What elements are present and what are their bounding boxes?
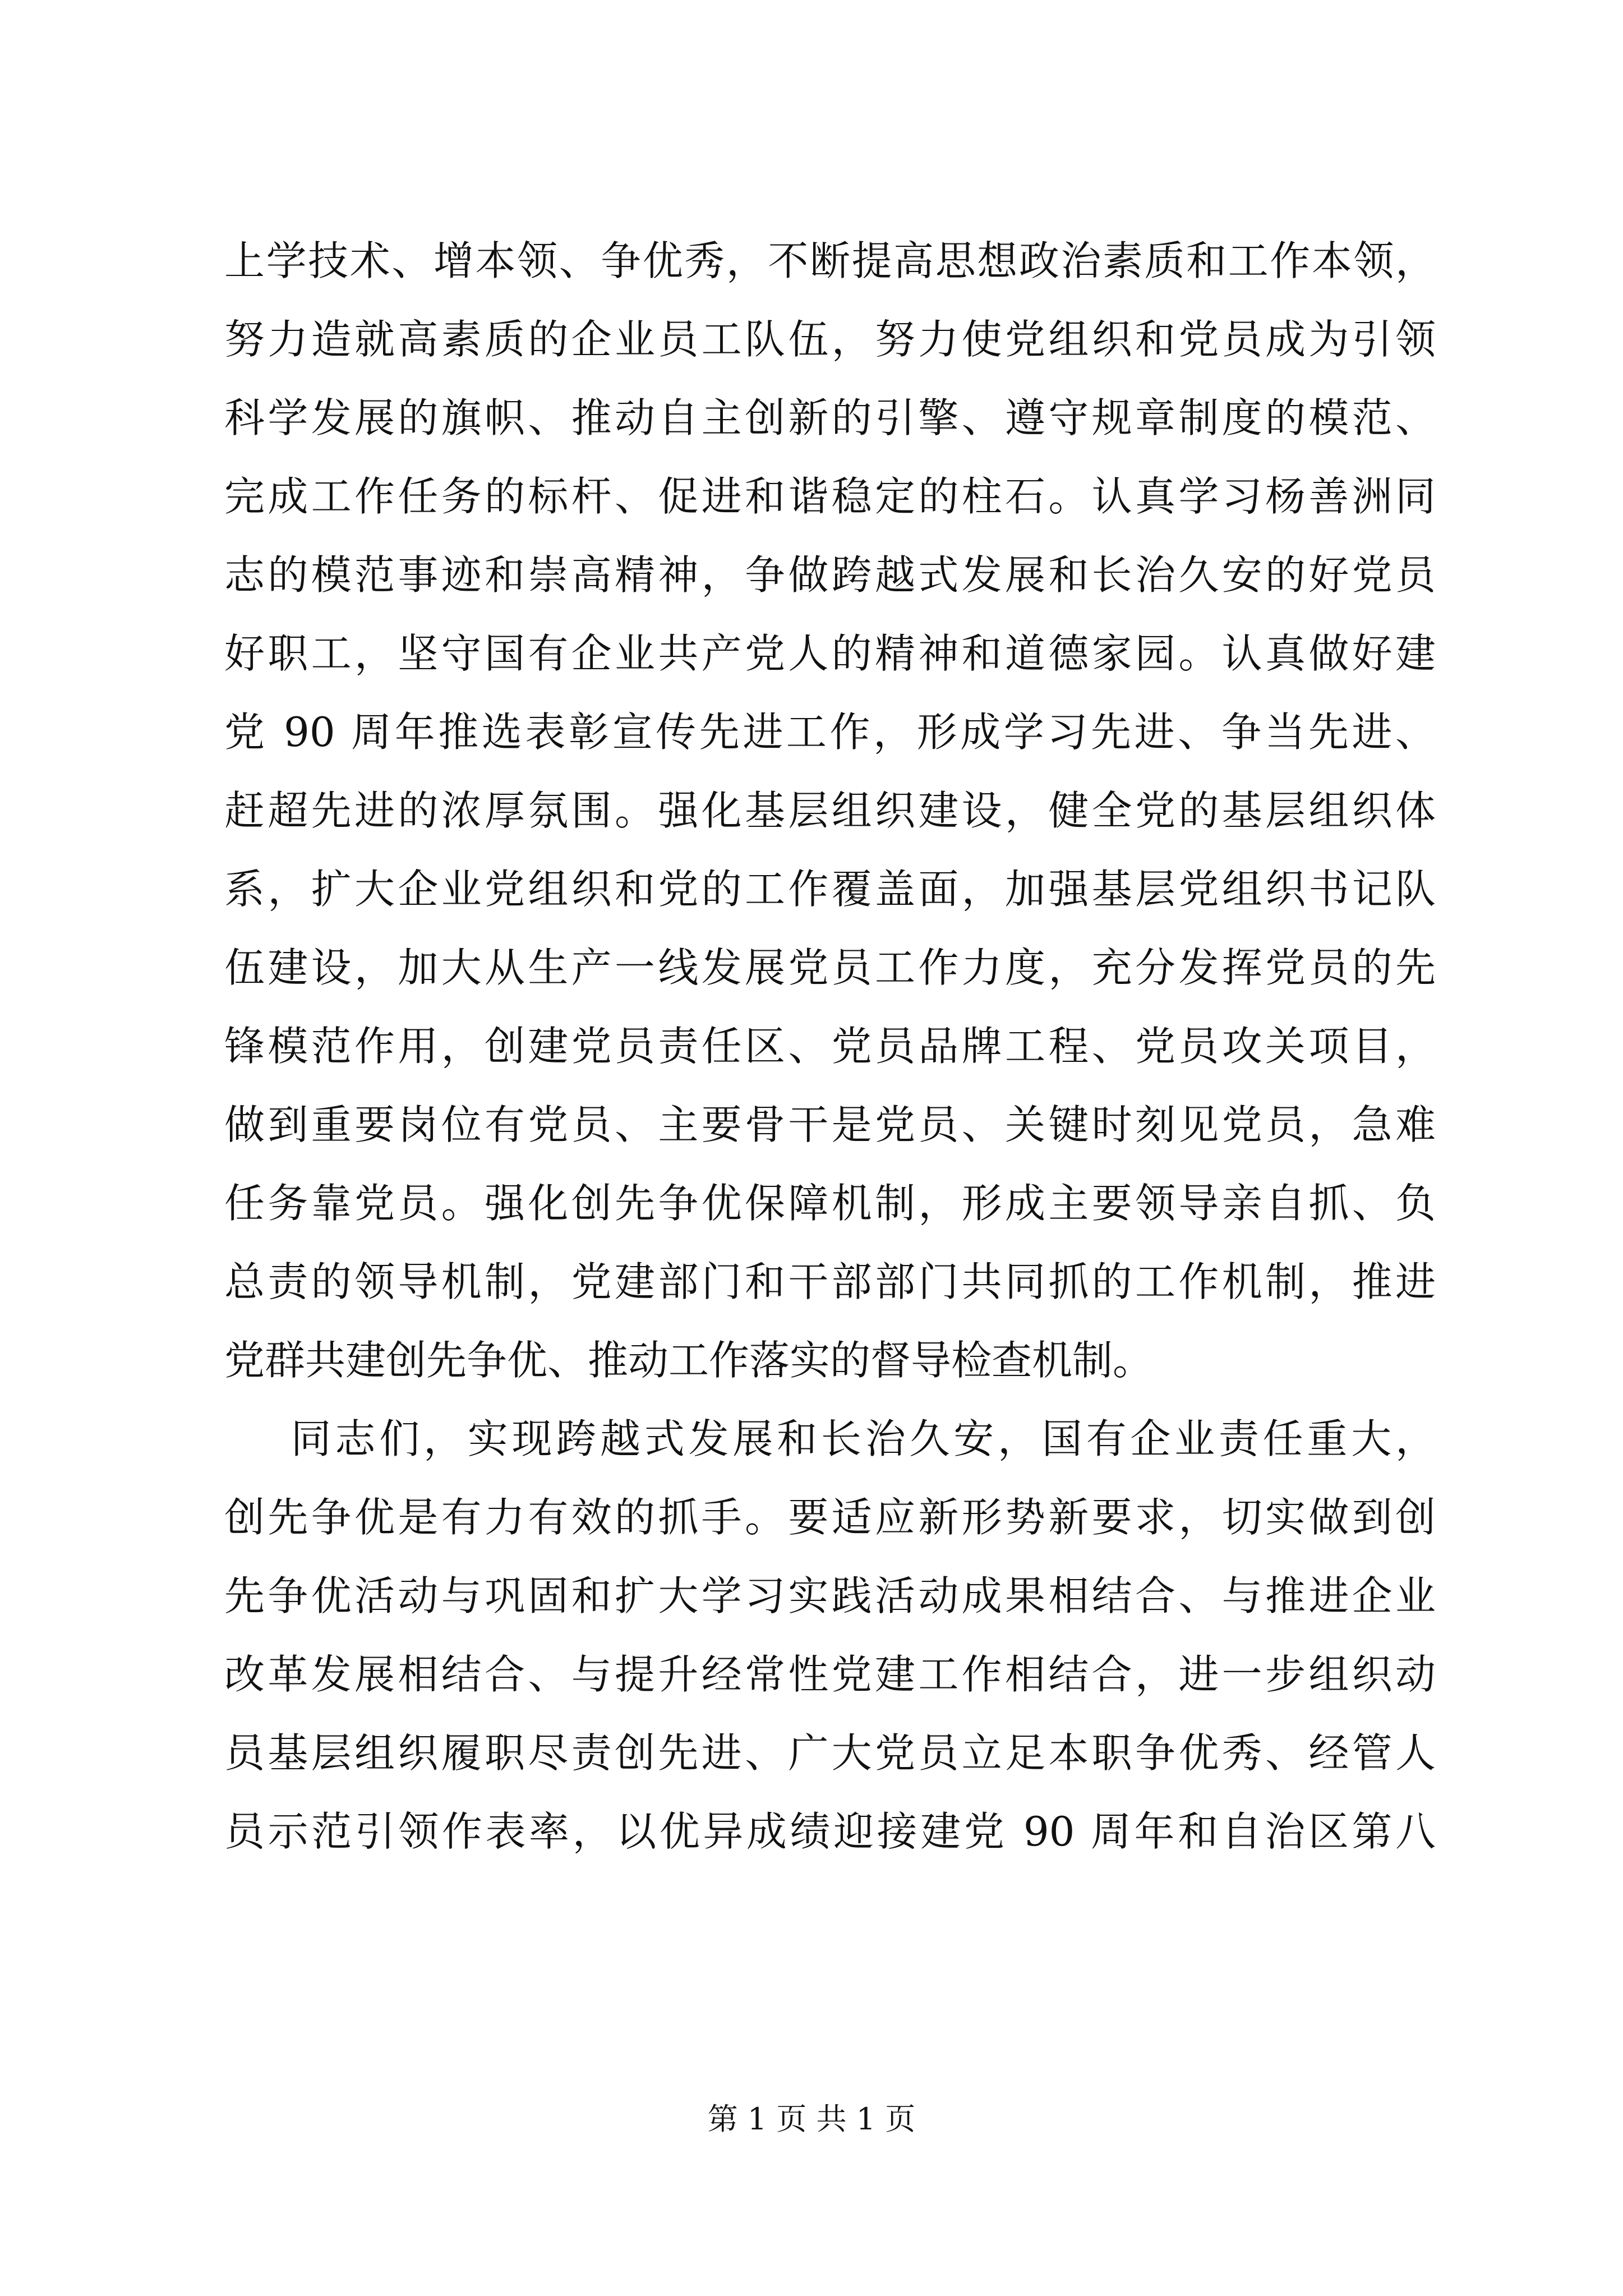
- text-line: 完成工作任务的标杆、促进和谐稳定的柱石。认真学习杨善洲同: [224, 473, 1436, 520]
- text-line: 任务靠党员。强化创先争优保障机制，形成主要领导亲自抓、负: [224, 1180, 1436, 1227]
- text-line: 同志们，实现跨越式发展和长治久安，国有企业责任重大，: [224, 1415, 1436, 1462]
- body-text: [224, 222, 1436, 1871]
- text-line: 改革发展相结合、与提升经常性党建工作相结合，进一步组织动: [224, 1651, 1436, 1698]
- text-line: 先争优活动与巩固和扩大学习实践活动成果相结合、与推进企业: [224, 1572, 1436, 1619]
- text-line: 赶超先进的浓厚氛围。强化基层组织建设，健全党的基层组织体: [224, 787, 1436, 834]
- text-line: 上学技术、增本领、争优秀，不断提高思想政治素质和工作本领，: [224, 237, 1436, 284]
- text-line: 努力造就高素质的企业员工队伍，努力使党组织和党员成为引领: [224, 316, 1436, 363]
- paragraph-1: [224, 222, 1436, 1400]
- text-line: 员示范引领作表率，以优异成绩迎接建党 90 周年和自治区第八: [224, 1808, 1436, 1855]
- text-line: 系，扩大企业党组织和党的工作覆盖面，加强基层党组织书记队: [224, 866, 1436, 913]
- text-line: 做到重要岗位有党员、主要骨干是党员、关键时刻见党员，急难: [224, 1101, 1436, 1148]
- page-number-footer: 第 1 页 共 1 页: [707, 2101, 916, 2137]
- text-line: 创先争优是有力有效的抓手。要适应新形势新要求，切实做到创: [224, 1494, 1436, 1541]
- text-line: 党 90 周年推选表彰宣传先进工作，形成学习先进、争当先进、: [224, 708, 1436, 756]
- text-line: 好职工，坚守国有企业共产党人的精神和道德家园。认真做好建: [224, 630, 1436, 677]
- text-line: 员基层组织履职尽责创先进、广大党员立足本职争优秀、经管人: [224, 1729, 1436, 1777]
- text-line: 总责的领导机制，党建部门和干部部门共同抓的工作机制，推进: [224, 1258, 1436, 1305]
- text-line: 伍建设，加大从生产一线发展党员工作力度，充分发挥党员的先: [224, 944, 1436, 991]
- text-line: 科学发展的旗帜、推动自主创新的引擎、遵守规章制度的模范、: [224, 394, 1436, 441]
- text-line: 锋模范作用，创建党员责任区、党员品牌工程、党员攻关项目，: [224, 1023, 1436, 1070]
- paragraph-2: [224, 1400, 1436, 1871]
- text-line: 志的模范事迹和崇高精神，争做跨越式发展和长治久安的好党员: [224, 551, 1436, 599]
- text-line: 党群共建创先争优、推动工作落实的督导检查机制。: [224, 1337, 1154, 1384]
